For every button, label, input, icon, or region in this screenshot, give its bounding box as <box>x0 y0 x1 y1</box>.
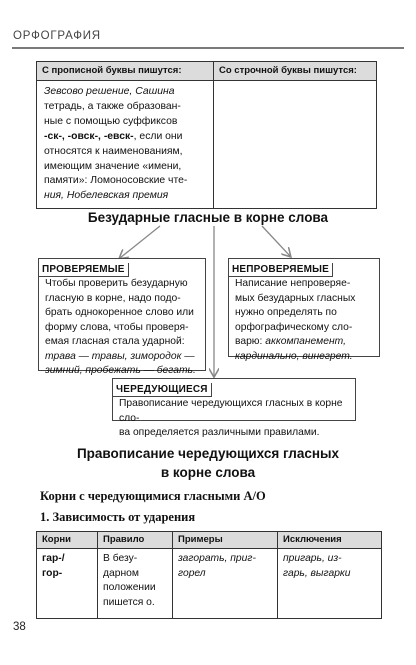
text-line: форму слова, чтобы проверя- <box>45 321 189 333</box>
text-part: варю: <box>235 336 266 347</box>
table-line: имеющим значение «имени, <box>44 160 182 172</box>
cell-line: загорать, приг- <box>178 553 256 564</box>
section-title-unstressed: Безударные гласные в корне слова <box>87 210 329 225</box>
header-divider <box>12 47 404 49</box>
box-uncheckable <box>228 258 380 362</box>
text-line: орфографическому сло- <box>235 321 353 333</box>
title-line: Правописание чередующихся гласных <box>76 446 340 461</box>
arrow-to-uncheckable <box>262 226 290 256</box>
running-header: ОРФОГРАФИЯ <box>13 30 101 42</box>
table-line: Зевсово решение, Сашина <box>44 86 175 97</box>
cell-line: пишется о. <box>103 596 155 608</box>
cell-line: В безу- <box>103 553 138 564</box>
text-line <box>235 335 373 350</box>
cell-line: пригарь, из- <box>283 553 342 564</box>
page-number: 38 <box>13 621 26 633</box>
text-line: зимний, пробежать — бегать. <box>45 365 196 376</box>
cell-line: положении <box>103 582 156 593</box>
text-line: кардинально, винегрет. <box>235 350 353 362</box>
table-line <box>44 130 207 145</box>
examples-cell <box>173 549 278 619</box>
col-header-rule: Правило <box>98 532 173 549</box>
col-header-roots: Корни <box>37 532 98 549</box>
box-uncheckable-text <box>229 277 379 364</box>
table-line: ные с помощью суффиксов <box>44 115 178 127</box>
table-line-rest: , если они <box>133 130 183 142</box>
table-line: относятся к наименованиям, <box>44 145 183 157</box>
subheading-roots: Корни с чередующимися гласными А/О <box>40 489 266 503</box>
text-line: брать однокоренное слово или <box>45 307 194 318</box>
section-title-alternating <box>0 444 416 482</box>
rule-cell <box>98 549 173 619</box>
table-line: ния, Нобелевская премия <box>44 190 169 202</box>
text-line: мых безударных гласных <box>235 292 356 304</box>
lowercase-rule-cell <box>214 81 377 209</box>
text-part: аккомпанемент, <box>265 336 346 347</box>
box-checkable-text <box>39 277 205 379</box>
subheading-stress: 1. Зависимость от ударения <box>40 510 196 524</box>
arrow-to-checkable <box>120 226 160 258</box>
table-line: тетрадь, а также образован- <box>44 100 181 112</box>
suffixes: -ск-, -овск-, -евск- <box>44 130 134 142</box>
text-line: ва определяется различными правилами. <box>119 427 320 438</box>
exceptions-cell <box>278 549 382 619</box>
examples-table <box>36 531 382 619</box>
text-line: гласную в корне, надо подо- <box>45 292 181 304</box>
col-header-exceptions: Исключения <box>278 532 382 549</box>
lowercase-column-header: Со строчной буквы пишутся: <box>214 62 377 81</box>
text-line: Чтобы проверить безударную <box>45 278 188 289</box>
capital-column-header: С прописной буквы пишутся: <box>37 62 214 81</box>
text-line: емая гласная стала ударной: <box>45 336 185 347</box>
table-line: памяти»: Ломоносовские чте- <box>44 175 188 187</box>
box-alternating <box>112 378 356 438</box>
box-uncheckable-title: НЕПРОВЕРЯЕМЫЕ <box>229 263 333 277</box>
box-checkable-title: ПРОВЕРЯЕМЫЕ <box>39 263 129 277</box>
text-line: нужно определять по <box>235 307 337 318</box>
title-line: в корне слова <box>160 465 256 480</box>
cell-line: гарь, выгарки <box>283 567 351 579</box>
cell-line: горел <box>178 567 206 579</box>
capital-rule-cell <box>37 81 214 209</box>
capitalization-table <box>36 61 377 209</box>
box-checkable <box>38 258 206 376</box>
text-line: Написание непроверяе- <box>235 278 351 289</box>
box-alternating-title: ЧЕРЕДУЮЩИЕСЯ <box>113 383 212 397</box>
box-alternating-text <box>113 397 355 441</box>
cell-line: дарном <box>103 567 139 579</box>
text-line: Правописание чередующихся гласных в корне сло- <box>119 398 343 424</box>
cell-line: гар-/ <box>42 553 65 564</box>
roots-cell <box>37 549 98 619</box>
cell-line: гор- <box>42 567 63 579</box>
text-line: трава — травы, зимородок — <box>45 350 195 362</box>
col-header-examples: Примеры <box>173 532 278 549</box>
